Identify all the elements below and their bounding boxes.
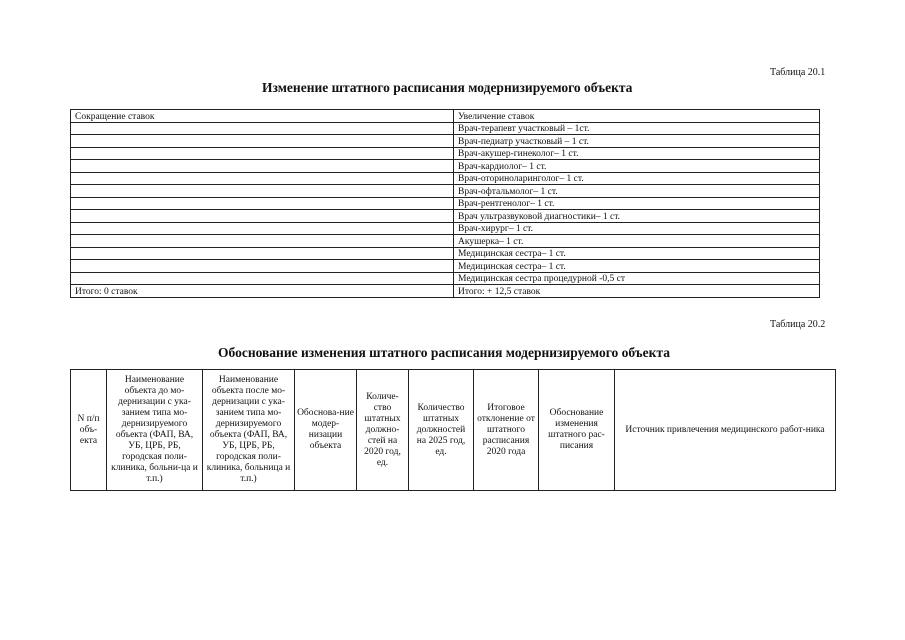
header-reduction: Сокращение ставок [71, 110, 454, 123]
header-positions-2020: Количе-ство штатных должно-стей на 2020 год, ед. [357, 370, 409, 491]
staffing-change-table [70, 109, 820, 298]
reduction-cell [71, 135, 454, 148]
table-number-20-1: Таблица 20.1 [770, 67, 826, 78]
header-deviation: Итоговое отклонение от штатного расписания 2020 года [474, 370, 539, 491]
increase-item: Медицинская сестра процедурной -0,5 ст [454, 272, 820, 285]
increase-item: Врач-рентгенолог– 1 ст. [454, 197, 820, 210]
table2-title: Обоснование изменения штатного расписания модернизируемого объекта [218, 345, 670, 360]
header-justification: Обоснова-ние модер-низации объекта [295, 370, 357, 491]
table-row [71, 110, 820, 123]
increase-item: Врач-офтальмолог– 1 ст. [454, 185, 820, 198]
total-reduction: Итого: 0 ставок [71, 285, 454, 298]
header-source: Источник привлечения медицинского работ-ника [615, 370, 836, 491]
table-number-20-2: Таблица 20.2 [770, 319, 826, 330]
table-row [71, 235, 820, 248]
reduction-cell [71, 222, 454, 235]
header-positions-2025: Количество штатных должностей на 2025 год, ед. [409, 370, 474, 491]
reduction-cell [71, 260, 454, 273]
reduction-cell [71, 235, 454, 248]
table-row [71, 160, 820, 173]
reduction-cell [71, 172, 454, 185]
header-number: N п/п объ-екта [71, 370, 107, 491]
table-row [71, 185, 820, 198]
reduction-cell [71, 160, 454, 173]
table-row [71, 197, 820, 210]
reduction-cell [71, 185, 454, 198]
reduction-cell [71, 210, 454, 223]
increase-item: Врач-оториноларинголог– 1 ст. [454, 172, 820, 185]
increase-item: Врач-кардиолог– 1 ст. [454, 160, 820, 173]
header-name-after: Наименование объекта после мо-дернизации с ука-занием типа мо-дернизируемого объекта (ФАП, ВА, УБ, ЦРБ, РБ, городская поли-клиника, больница и т.п.) [203, 370, 295, 491]
increase-item: Врач-хирург– 1 ст. [454, 222, 820, 235]
header-name-before: Наименование объекта до мо-дернизации с ука-занием типа мо-дернизируемого объекта (ФАП, ВА, УБ, ЦРБ, РБ, городская поли-клиника, больни-ца и т.п.) [107, 370, 203, 491]
table-row [71, 135, 820, 148]
reduction-cell [71, 272, 454, 285]
table-row [71, 147, 820, 160]
increase-item: Врач-терапевт участковый – 1ст. [454, 122, 820, 135]
increase-item: Медицинская сестра– 1 ст. [454, 260, 820, 273]
staffing-justification-table [70, 369, 836, 491]
reduction-cell [71, 197, 454, 210]
increase-item: Медицинская сестра– 1 ст. [454, 247, 820, 260]
header-change-justification: Обоснование изменения штатного рас-писания [539, 370, 615, 491]
table1-title: Изменение штатного расписания модернизируемого объекта [262, 80, 633, 95]
increase-item: Акушерка– 1 ст. [454, 235, 820, 248]
reduction-cell [71, 147, 454, 160]
reduction-cell [71, 122, 454, 135]
table-row [71, 122, 820, 135]
table-row [71, 247, 820, 260]
header-increase: Увеличение ставок [454, 110, 820, 123]
table-header-row [71, 370, 836, 491]
total-row [71, 285, 820, 298]
table-row [71, 222, 820, 235]
table-row [71, 172, 820, 185]
increase-item: Врач-педиатр участковый – 1 ст. [454, 135, 820, 148]
table-row [71, 210, 820, 223]
reduction-cell [71, 247, 454, 260]
table-row [71, 272, 820, 285]
table-row [71, 260, 820, 273]
total-increase: Итого: + 12,5 ставок [454, 285, 820, 298]
increase-item: Врач ультразвуковой диагностики– 1 ст. [454, 210, 820, 223]
increase-item: Врач-акушер-гинеколог– 1 ст. [454, 147, 820, 160]
